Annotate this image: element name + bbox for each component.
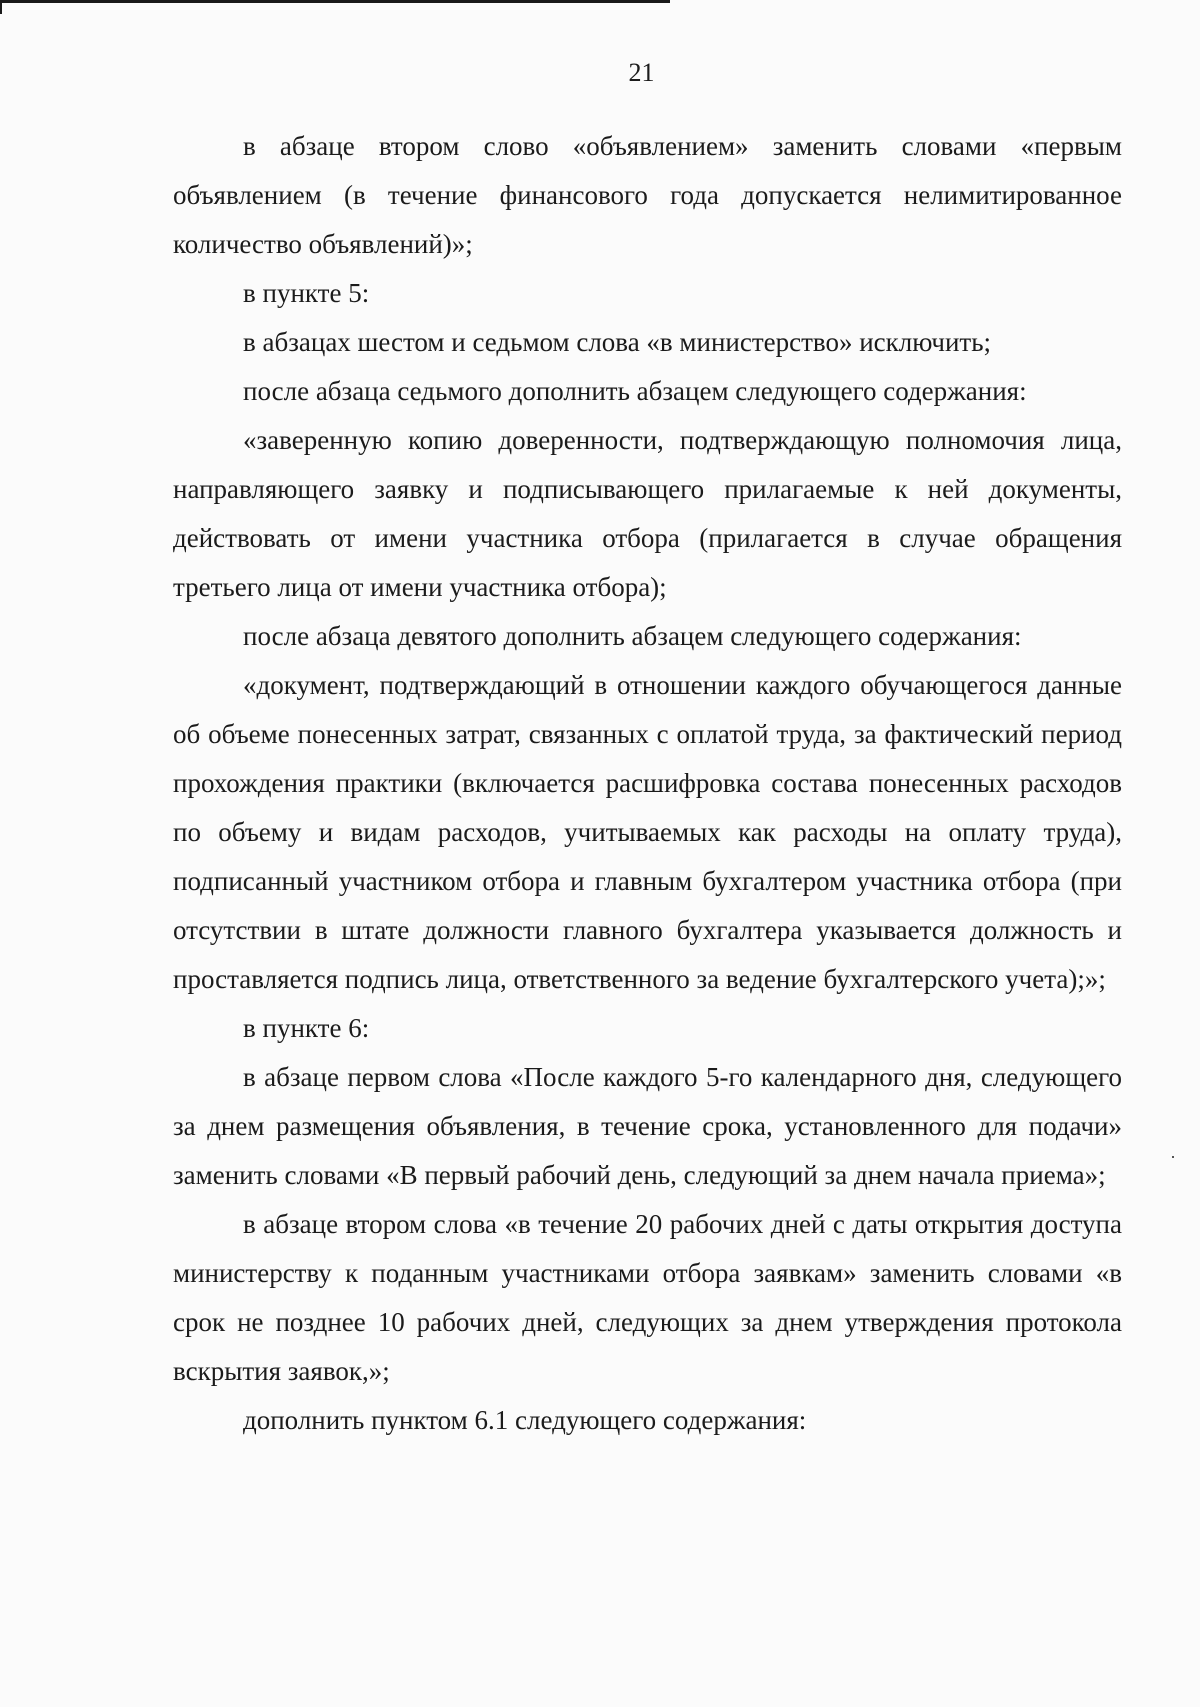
scan-artifact-dot: [1172, 1156, 1174, 1158]
paragraph: в абзаце первом слова «После каждого 5-го календарного дня, следующего за днем размещения объявления, в течение срока, установленного для подачи» заменить словами «В первый рабочий день, следующий за днем начала приема»;: [173, 1062, 1122, 1190]
paragraph: дополнить пунктом 6.1 следующего содержания:: [243, 1405, 807, 1435]
paragraph: после абзаца седьмого дополнить абзацем следующего содержания:: [243, 376, 1027, 406]
scan-edge-top: [0, 0, 670, 3]
paragraph: «документ, подтверждающий в отношении каждого обучающегося данные об объеме понесенных затрат, связанных с оплатой труда, за фактический период прохождения практики (включается расшифровка состава понесенных расходов по объему и видам расходов, учитываемых как расходы на оплату труда), подписанный участником отбора и главным бухгалтером участника отбора (при отсутствии в штате должности главного бухгалтера указывается должность и проставляется подпись лица, ответственного за ведение бухгалтерского учета);»;: [173, 670, 1122, 994]
paragraph: после абзаца девятого дополнить абзацем следующего содержания:: [243, 621, 1022, 651]
paragraph: в абзаце втором слова «в течение 20 рабочих дней с даты открытия доступа министерству к поданным участниками отбора заявкам» заменить словами «в срок не позднее 10 рабочих дней, следующих за днем утверждения протокола вскрытия заявок,»;: [173, 1209, 1122, 1386]
paragraph: в абзаце втором слово «объявлением» заменить словами «первым объявлением (в течение финансового года допускается нелимитированное количество объявлений)»;: [173, 131, 1122, 259]
paragraph: в пункте 6:: [243, 1013, 370, 1043]
document-body: [173, 122, 1122, 1445]
paragraph: в пункте 5:: [243, 278, 370, 308]
paragraph: в абзацах шестом и седьмом слова «в министерство» исключить;: [243, 327, 992, 357]
paragraph: «заверенную копию доверенности, подтверждающую полномочия лица, направляющего заявку и подписывающего прилагаемые к ней документы, действовать от имени участника отбора (прилагается в случае обращения третьего лица от имени участника отбора);: [173, 425, 1122, 602]
page-number: 21: [628, 58, 655, 87]
scan-edge-left: [0, 0, 2, 14]
